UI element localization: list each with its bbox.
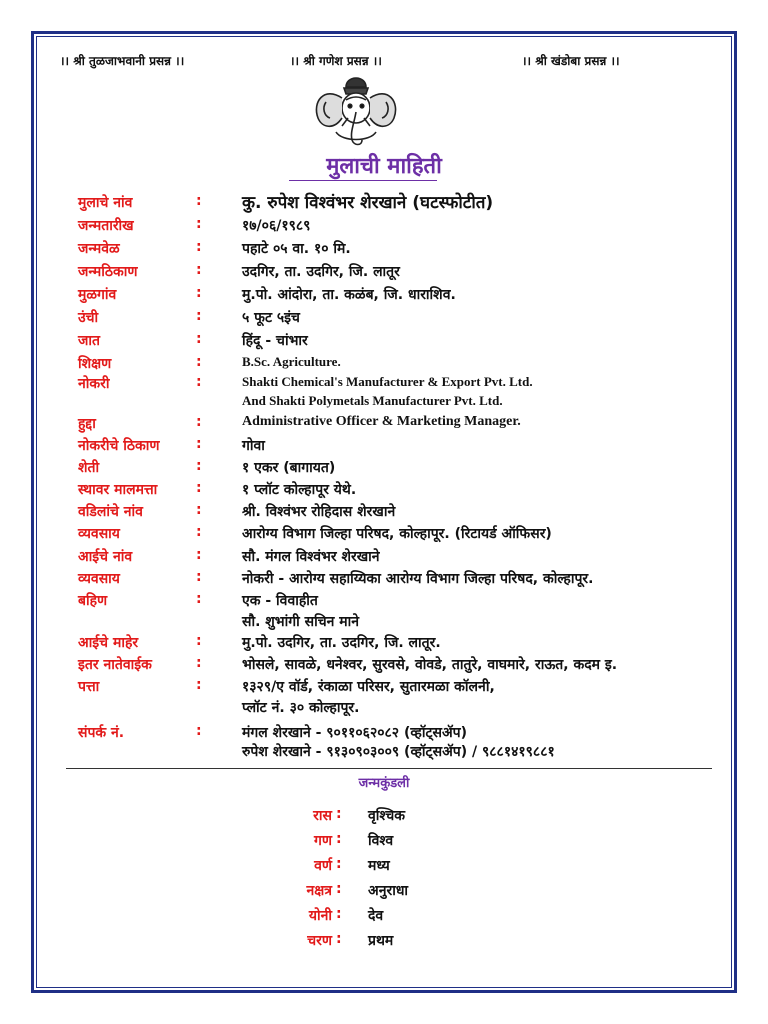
kundli-label: नक्षत्र: [306, 883, 332, 899]
field-row: [0, 569, 768, 591]
field-colon: :: [196, 414, 202, 430]
kundli-label: गण: [313, 833, 332, 849]
field-colon: :: [196, 436, 202, 452]
ganesha-icon: [306, 72, 406, 152]
field-colon: :: [196, 458, 202, 474]
field-colon: :: [196, 354, 202, 370]
field-row: [0, 216, 768, 238]
field-row: [0, 655, 768, 677]
field-row: [0, 480, 768, 502]
kundli-colon: :: [336, 931, 342, 947]
field-value-line2: रुपेश शेरखाने - ९१३०९०३००९ (व्हॉट्सॲप) / ९८८१४१९८८१: [242, 744, 555, 760]
kundli-row: [0, 881, 768, 903]
field-colon: :: [196, 331, 202, 347]
field-row: [0, 193, 768, 215]
field-row: [0, 414, 768, 436]
field-label: व्यवसाय: [78, 526, 120, 542]
field-value: उदगिर, ता. उदगिर, जि. लातूर: [242, 264, 400, 280]
kundli-value: देव: [368, 908, 384, 924]
field-value: मु.पो. उदगिर, ता. उदगिर, जि. लातूर.: [242, 635, 441, 651]
field-colon: :: [196, 285, 202, 301]
kundli-label: योनी: [308, 908, 332, 924]
field-label: संपर्क नं.: [78, 725, 125, 741]
field-value: मु.पो. आंदोरा, ता. कळंब, जि. धाराशिव.: [242, 287, 456, 303]
kundli-colon: :: [336, 906, 342, 922]
kundli-title: जन्मकुंडली: [358, 776, 410, 791]
field-row: [0, 524, 768, 546]
field-value: पहाटे ०५ वा. १० मि.: [242, 241, 351, 257]
field-label: जन्मवेळ: [78, 241, 120, 257]
field-value: हिंदू - चांभार: [242, 333, 308, 349]
field-colon: :: [196, 193, 202, 209]
field-value: भोसले, सावळे, धनेश्वर, सुरवसे, वोवडे, तातुरे, वाघमारे, राऊत, कदम इ.: [242, 657, 618, 673]
field-row: [0, 502, 768, 524]
field-label: वडिलांचे नांव: [78, 504, 143, 520]
field-colon: :: [196, 655, 202, 671]
kundli-value: वृश्चिक: [368, 808, 406, 824]
field-value: नोकरी - आरोग्य सहाय्यिका आरोग्य विभाग जिल्हा परिषद, कोल्हापूर.: [242, 571, 594, 587]
field-label: आईचे माहेर: [78, 635, 139, 651]
field-value: मंगल शेरखाने - ९०११०६२०८२ (व्हॉट्सॲप): [242, 725, 468, 741]
field-row: [0, 354, 768, 376]
blessing-ganesh: ।। श्री गणेश प्रसन्न ।।: [290, 54, 382, 68]
field-colon: :: [196, 374, 202, 390]
field-value: १ एकर (बागायत): [242, 460, 336, 476]
kundli-row: [0, 831, 768, 853]
field-colon: :: [196, 547, 202, 563]
kundli-label: चरण: [307, 933, 332, 949]
kundli-colon: :: [336, 856, 342, 872]
field-label: बहिण: [78, 593, 108, 609]
field-value: Administrative Officer & Marketing Manager.: [242, 414, 521, 429]
field-label: नोकरी: [78, 376, 110, 392]
field-value: सौ. मंगल विश्वंभर शेरखाने: [242, 549, 380, 565]
field-value: ५ फूट ५इंच: [242, 310, 300, 326]
kundli-colon: :: [336, 806, 342, 822]
field-label: आईचे नांव: [78, 549, 133, 565]
field-label: शेती: [78, 460, 100, 476]
field-label: हुद्दा: [78, 416, 96, 432]
blessing-khandoba: ।। श्री खंडोबा प्रसन्न ।।: [522, 54, 620, 68]
field-label: जन्मतारीख: [78, 218, 134, 234]
field-colon: :: [196, 723, 202, 739]
kundli-value: प्रथम: [368, 933, 394, 949]
field-row: [0, 374, 768, 408]
field-value: १३२९/ए वॉर्ड, रंकाळा परिसर, सुतारमळा कॉलनी,: [242, 679, 495, 695]
kundli-row: [0, 806, 768, 828]
field-label: जात: [78, 333, 100, 349]
field-row: [0, 239, 768, 261]
divider: [66, 768, 712, 769]
field-row: [0, 262, 768, 284]
field-value: गोवा: [242, 438, 265, 454]
kundli-value: मध्य: [368, 858, 390, 874]
field-label: स्थावर मालमत्ता: [78, 482, 158, 498]
field-label: व्यवसाय: [78, 571, 120, 587]
field-row: [0, 677, 768, 716]
field-row: [0, 308, 768, 330]
field-row: [0, 458, 768, 480]
field-colon: :: [196, 569, 202, 585]
kundli-row: [0, 931, 768, 953]
field-value: एक - विवाहीत: [242, 593, 318, 609]
kundli-colon: :: [336, 881, 342, 897]
blessing-tuljabhavani: ।। श्री तुळजाभवानी प्रसन्न ।।: [60, 54, 185, 68]
field-colon: :: [196, 633, 202, 649]
field-label: पत्ता: [78, 679, 100, 695]
field-label: मुळगांव: [78, 287, 117, 303]
title-underline: [289, 180, 437, 181]
field-label: इतर नातेवाईक: [78, 657, 152, 673]
field-value-line2: And Shakti Polymetals Manufacturer Pvt. Ltd.: [242, 393, 503, 408]
page-title: मुलाची माहिती: [326, 154, 442, 179]
field-row: [0, 436, 768, 458]
field-value: आरोग्य विभाग जिल्हा परिषद, कोल्हापूर. (रिटायर्ड ऑफिसर): [242, 526, 552, 542]
field-label: उंची: [78, 310, 99, 326]
field-row: [0, 331, 768, 353]
field-row: [0, 547, 768, 569]
field-value: १ प्लॉट कोल्हापूर येथे.: [242, 482, 357, 498]
kundli-label: रास: [313, 808, 332, 824]
field-colon: :: [196, 239, 202, 255]
field-label: शिक्षण: [78, 356, 112, 372]
kundli-label: वर्ण: [314, 858, 332, 874]
field-colon: :: [196, 480, 202, 496]
field-colon: :: [196, 677, 202, 693]
field-value: श्री. विश्वंभर रोहिदास शेरखाने: [242, 504, 396, 520]
field-colon: :: [196, 216, 202, 232]
field-value: B.Sc. Agriculture.: [242, 354, 341, 369]
kundli-value: विश्व: [368, 833, 394, 849]
field-colon: :: [196, 262, 202, 278]
kundli-value: अनुराधा: [368, 883, 409, 899]
kundli-row: [0, 906, 768, 928]
field-colon: :: [196, 502, 202, 518]
field-value-line2: प्लॉट नं. ३० कोल्हापूर.: [242, 700, 360, 716]
field-value: कु. रुपेश विश्वंभर शेरखाने (घटस्फोटीत): [242, 193, 494, 213]
field-row: [0, 633, 768, 655]
field-value: Shakti Chemical's Manufacturer & Export Pvt. Ltd.: [242, 374, 533, 389]
field-row: [0, 591, 768, 630]
field-row: [0, 285, 768, 307]
field-label: नोकरीचे ठिकाण: [78, 438, 160, 454]
field-value: १७/०६/१९८९: [242, 218, 311, 234]
kundli-row: [0, 856, 768, 878]
field-colon: :: [196, 308, 202, 324]
field-colon: :: [196, 591, 202, 607]
field-label: मुलाचे नांव: [78, 195, 133, 211]
field-colon: :: [196, 524, 202, 540]
kundli-colon: :: [336, 831, 342, 847]
field-row: [0, 723, 768, 760]
field-label: जन्मठिकाण: [78, 264, 138, 280]
field-value-line2: सौ. शुभांगी सचिन माने: [242, 614, 360, 630]
